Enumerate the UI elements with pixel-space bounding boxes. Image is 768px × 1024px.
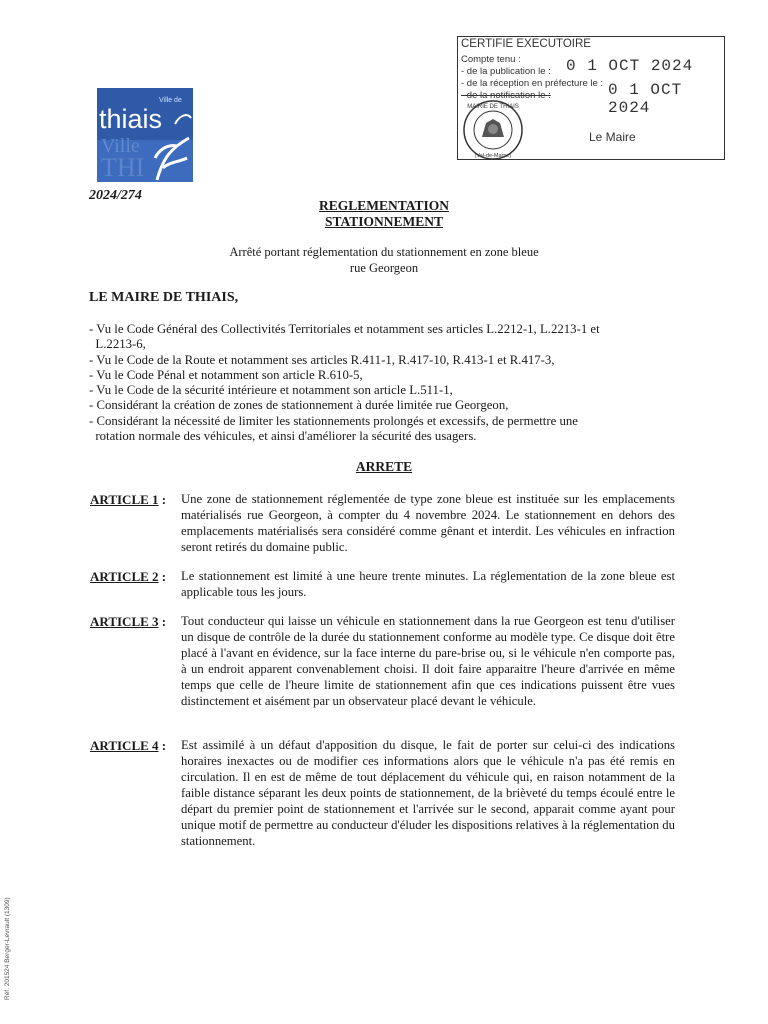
considerations-list xyxy=(89,322,679,444)
mairie-seal-icon xyxy=(462,99,524,161)
title-line1: REGLEMENTATION xyxy=(318,198,450,213)
article-label-text: ARTICLE 4 xyxy=(90,738,159,753)
side-reference: Réf. 201524 Berger-Levrault (1309) xyxy=(4,897,11,1000)
mayor-heading: LE MAIRE DE THIAIS, xyxy=(89,290,239,305)
stamp-reception-label: - de la réception en préfecture le : xyxy=(461,78,604,89)
consideration-item xyxy=(89,398,679,413)
stamp-notification-label: - de la notification le : xyxy=(461,90,551,101)
article-4-text: Est assimilé à un défaut d'apposition du disque, le fait de porter sur celui-ci des indications horaires inexactes ou de modifier ces informations alors que le véhicule n'a pas été remis en circulation. Il en est de même de tout déplacement du véhicule qui, en raison notamment de la faible distance séparant les deux points de stationnement, de la brièveté du temps écoulé entre le départ du premier point de stationnement et l'arrivée sur le second, apparait comme ayant pour unique motif de permettre au conducteur d'éluder les dispositions relatives à la réglementation du stationnement. xyxy=(181,738,675,848)
subtitle-line2: rue Georgeon xyxy=(349,261,419,275)
article-3-text: Tout conducteur qui laisse un véhicule en stationnement dans la rue Georgeon est tenu d'utiliser un disque de contrôle de la durée du stationnement conforme au modèle type. Ce disque doit être placé à l'avant en évidence, sur la face interne du pare-brise ou, si le véhicule n'en comporte pas, à un endroit apparent convenablement choisi. Il doit faire apparaitre l'heure d'arrivée en même temps que celle de l'heure limite de stationnement afin que ces indications puissent être vues distinctement et aisément par un observateur placé devant le véhicule. xyxy=(181,614,675,708)
article-4-label: ARTICLE 4 : xyxy=(90,738,167,753)
consideration-line: - Considérant la nécessité de limiter les stationnements prolongés et excessifs, de permettre une xyxy=(89,413,578,428)
consideration-line: rotation normale des véhicules, et ainsi d'améliorer la sécurité des usagers. xyxy=(89,429,477,444)
consideration-line: - Vu le Code Général des Collectivités Territoriales et notamment ses articles L.2212-1, L.2213-1 et xyxy=(89,322,600,336)
consideration-line: - Vu le Code de la sécurité intérieure et notamment son article L.511-1, xyxy=(89,383,453,398)
stamp-title: CERTIFIE EXECUTOIRE xyxy=(461,38,591,50)
svg-text:(Val-de-Marne): (Val-de-Marne) xyxy=(474,153,512,159)
consideration-line: L.2213-6, xyxy=(89,337,146,352)
stamp-reception-date: 0 1 OCT 2024 xyxy=(608,81,683,117)
stamp-mayor: Le Maire xyxy=(589,130,636,144)
svg-text:Ville de: Ville de xyxy=(159,97,182,104)
consideration-item xyxy=(89,383,679,398)
consideration-item xyxy=(89,368,679,383)
thiais-logo xyxy=(97,88,193,182)
stamp-publication-label: - de la publication le : xyxy=(461,66,551,77)
consideration-item xyxy=(89,353,679,368)
consideration-line: - Considérant la création de zones de stationnement à durée limitée rue Georgeon, xyxy=(89,398,509,413)
article-3-label: ARTICLE 3 : xyxy=(90,614,167,629)
article-1-text: Une zone de stationnement réglementée de type zone bleue est instituée sur les emplacements matérialisés rue Georgeon, à compter du 4 novembre 2024. Le stationnement en dehors des emplacements matérialisés sera considéré comme gênant et interdit. Les véhicules en infraction seront retirés du domaine public. xyxy=(181,492,675,554)
stamp-publication-date: 0 1 OCT 2024 xyxy=(566,57,694,75)
article-label-text: ARTICLE 1 xyxy=(90,492,159,507)
svg-text:thiais: thiais xyxy=(99,104,163,134)
article-2-label: ARTICLE 2 : xyxy=(90,569,167,584)
title-line2: STATIONNEMENT xyxy=(324,214,444,229)
article-label-text: ARTICLE 2 xyxy=(90,569,159,584)
subtitle-line1: Arrêté portant réglementation du stationnement en zone bleue xyxy=(229,245,539,259)
svg-text:MAIRIE DE THIAIS: MAIRIE DE THIAIS xyxy=(467,104,519,110)
consideration-item xyxy=(89,414,679,445)
svg-text:Ville: Ville xyxy=(101,135,140,157)
svg-text:THI: THI xyxy=(101,153,145,182)
article-2-text: Le stationnement est limité à une heure trente minutes. La réglementation de la zone bleue est applicable tous les jours. xyxy=(181,569,675,599)
consideration-line: - Vu le Code Pénal et notamment son article R.610-5, xyxy=(89,367,363,382)
certification-stamp xyxy=(457,36,725,160)
consideration-item xyxy=(89,322,679,353)
reference-number: 2024/274 xyxy=(89,188,142,203)
article-1-label: ARTICLE 1 : xyxy=(90,492,167,507)
stamp-compte-tenu: Compte tenu : xyxy=(461,54,521,65)
consideration-line: - Vu le Code de la Route et notamment ses articles R.411-1, R.417-10, R.413-1 et R.417-3, xyxy=(89,352,555,367)
article-label-text: ARTICLE 3 xyxy=(90,614,159,629)
arrete-heading: ARRETE xyxy=(355,459,413,474)
